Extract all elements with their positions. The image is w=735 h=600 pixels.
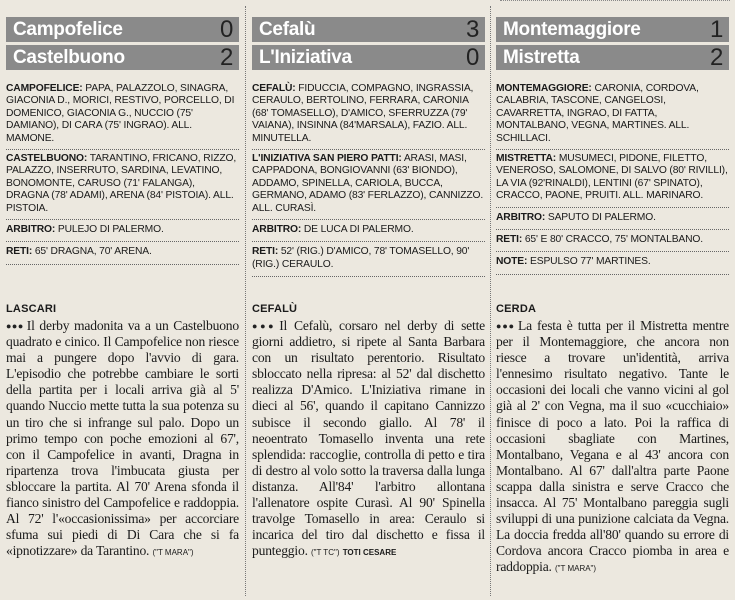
home-team-name: Montemaggiore	[503, 18, 641, 40]
match-column-cefalu-iniziativa	[252, 0, 485, 600]
home-lineup	[252, 80, 485, 150]
home-team-goals: 3	[465, 15, 479, 43]
scoreboard	[496, 17, 729, 70]
match-report	[252, 318, 485, 561]
away-team-name: L'Iniziativa	[259, 46, 352, 68]
report-text: Il Cefalù, corsaro nel derby di sette giorni addietro, si ripete al Santa Barbara con un risultato perentorio. Risultato sbloccato nella ripresa: al 52' dal dischetto realizza D'Amico. L'Iniziativa rimane in dieci al 56', quando il capitano Cannizzo subisce il secondo giallo. Al 78' il neoentrato Tomasello inventa una rete splendida: raccoglie, controlla di petto e tira di destro al volo sotto la traversa dalla lunga distanza. All'84' l'arbitro allontana l'allenatore ospite Curasì. Al 90' Spinella travolge Tomasello in area: Ceraulo si incarica del tiro dal dischetto e fissa il punteggio.	[252, 318, 485, 559]
referee-label: ARBITRO:	[252, 224, 302, 236]
goals-line	[252, 242, 485, 277]
away-team-name: Castelbuono	[13, 46, 125, 68]
bullet-dots: ●●●	[252, 321, 277, 331]
lineup-text: TARANTINO, FRICANO, RIZZO, PALAZZO, INSERRUTO, SARDINA, LEVATINO, BONOMONTE, CARUSO (71' FALANGA), DRAGNA (78' ADAMI), ARENA (84' PISTOIA). ALL. PISTOIA.	[6, 153, 237, 214]
referee-name: SAPUTO DI PALERMO.	[547, 211, 656, 223]
referee-line	[6, 220, 239, 242]
home-team-name: Campofelice	[13, 18, 123, 40]
away-team-goals: 2	[709, 43, 723, 71]
scoreboard	[6, 17, 239, 70]
home-lineup	[496, 80, 729, 150]
report-text: La festa è tutta per il Mistretta mentre per il Montemaggiore, che ancora non riesce a trovare un'identità, arriva l'ennesimo risultato negativo. Tante le occasioni dei locali che vanno vicini al gol già al 2' con Vegna, ma il suo «cucchiaio» finisce di poco a lato. Poi la raffica di occasioni sbagliate con Martines, Montalbano, Vegana e al 43' ancora con Montalbano. Al 67' dall'altra parte Paone scappa dalla sinistra e serve Cracco che insacca. Al 75' Montalbano pareggia sugli sviluppi di una punizione calciata da Vegna. La doccia fredda all'80' quando su errore di Cordova ancora Cracco piomba in area e raddoppia.	[496, 318, 729, 575]
column-divider	[245, 6, 247, 596]
report-author	[343, 548, 397, 557]
report-dateline: CERDA	[496, 303, 537, 315]
home-team-score	[252, 17, 485, 42]
home-team-score	[496, 17, 729, 42]
match-report	[496, 318, 729, 578]
home-team-name: Cefalù	[259, 18, 316, 40]
report-dateline: LASCARI	[6, 303, 57, 315]
bullet-dots: ●●●	[6, 321, 24, 331]
away-lineup	[252, 150, 485, 220]
lineup-label: CEFALÙ:	[252, 83, 296, 94]
goals-text: 65' E 80' CRACCO, 75' MONTALBANO.	[524, 234, 704, 246]
away-team-goals: 0	[465, 43, 479, 71]
away-lineup	[6, 150, 239, 220]
report-signature: ("T TC")	[310, 548, 340, 558]
referee-name: PULEJO DI PALERMO.	[57, 224, 164, 236]
goals-label: RETI:	[496, 234, 523, 246]
referee-line	[252, 220, 485, 242]
lineup-label: MISTRETTA:	[496, 153, 557, 165]
lineup-label: MONTEMAGGIORE:	[496, 83, 592, 94]
away-team-score	[252, 45, 485, 70]
report-dateline: CEFALÙ	[252, 303, 298, 315]
report-signature: ("T MARA")	[152, 548, 194, 558]
lineup-label: CASTELBUONO:	[6, 153, 88, 165]
scoreboard	[252, 17, 485, 70]
goals-line	[6, 242, 239, 264]
match-column-montemaggiore-mistretta	[496, 0, 729, 600]
referee-label: ARBITRO:	[496, 211, 546, 223]
home-lineup	[6, 80, 239, 150]
bullet-dots: ●●●	[496, 321, 515, 331]
away-team-name: Mistretta	[503, 46, 580, 68]
home-team-goals: 1	[709, 15, 723, 43]
away-team-score	[6, 45, 239, 70]
referee-label: ARBITRO:	[6, 224, 56, 236]
lineup-text: CARONIA, CORDOVA, CALABRIA, TASCONE, CANGELOSI, CAVARRETTA, INGRAO, DI FATTA, MONTALBANO, VEGNA, MARTINES. ALL. SCHILLACI.	[496, 83, 699, 144]
notes-label: NOTE:	[496, 256, 528, 268]
report-text: Il derby madonita va a un Castelbuono quadrato e cinico. Il Campofelice non riesce mai a pungere dopo l'avvio di gara. L'episodio che potrebbe cambiare le sorti della partita per i locali arriva già al 5' quando Nuccio mette tutta la sua potenza su un tiro che si infrange sul palo. Dopo un primo tempo con poche emozioni al 67', con il Campofelice in avanti, Dragna in ripartenza trova l'imbucata giusta per sbloccare la partita. Al 70' Arena sfonda il fianco sinistro del Campofelice e raddoppia. Al 72' l'«occasionissima» per accorciare sfuma sui piedi di Di Cara che si fa «ipnotizzare» da Tarantino.	[6, 318, 239, 559]
notes-text: ESPULSO 77' MARTINES.	[530, 256, 651, 268]
home-team-score	[6, 17, 239, 42]
column-divider	[490, 6, 492, 596]
goals-label: RETI:	[252, 246, 279, 258]
goals-text: 52' (RIG.) D'AMICO, 78' TOMASELLO, 90' (RIG.) CERAULO.	[252, 246, 470, 270]
notes-line	[496, 252, 729, 274]
referee-line	[496, 208, 729, 230]
goals-line	[496, 230, 729, 252]
away-team-score	[496, 45, 729, 70]
lineup-text: ARASI, MASI, CAPPADONA, BONGIOVANNI (63' BIONDO), ADDAMO, SPINELLA, CARIOLA, BUCCA, GERMANO, ADAMO (83' FERLAZZO), CANNIZZO. ALL. CURASÌ.	[252, 153, 484, 214]
goals-label: RETI:	[6, 246, 33, 258]
author-name: TOTI CESARE	[342, 548, 397, 558]
lineup-text: MUSUMECI, PIDONE, FILETTO, VENEROSO, SALOMONE, DI SALVO (80' RIVILLI), LA VIA (92'RINALDI), LENTINI (67' SPINATO), CRACCO, PAONE, PRUITI. ALL. MARINARO.	[496, 153, 728, 202]
lineup-label: CAMPOFELICE:	[6, 83, 83, 94]
match-column-campofelice-castelbuono	[6, 0, 239, 600]
home-team-goals: 0	[219, 15, 233, 43]
away-team-goals: 2	[219, 43, 233, 71]
match-report	[6, 318, 239, 561]
lineup-text: FIDUCCIA, COMPAGNO, INGRASSIA, CERAULO, BERTOLINO, FERRARA, CARONIA (68' TOMASELLO), D'AMICO, SFERRUZZA (79' VAIANA), INSINNA (84'MARSALA), FAZIO. ALL. MINUTELLA.	[252, 83, 474, 144]
referee-name: DE LUCA DI PALERMO.	[303, 224, 414, 236]
lineup-text: PAPA, PALAZZOLO, SINAGRA, GIACONIA D., MORICI, RESTIVO, PORCELLO, DI DOMENICO, GIACONIA G., NUCCIO (75' DAMIANO), DI CARA (75' INGRAO). ALL. MAMONE.	[6, 83, 235, 144]
report-signature: ("T MARA")	[554, 564, 597, 574]
lineup-label: L'INIZIATIVA SAN PIERO PATTI:	[252, 153, 402, 165]
away-lineup	[496, 150, 729, 208]
goals-text: 65' DRAGNA, 70' ARENA.	[34, 246, 152, 258]
